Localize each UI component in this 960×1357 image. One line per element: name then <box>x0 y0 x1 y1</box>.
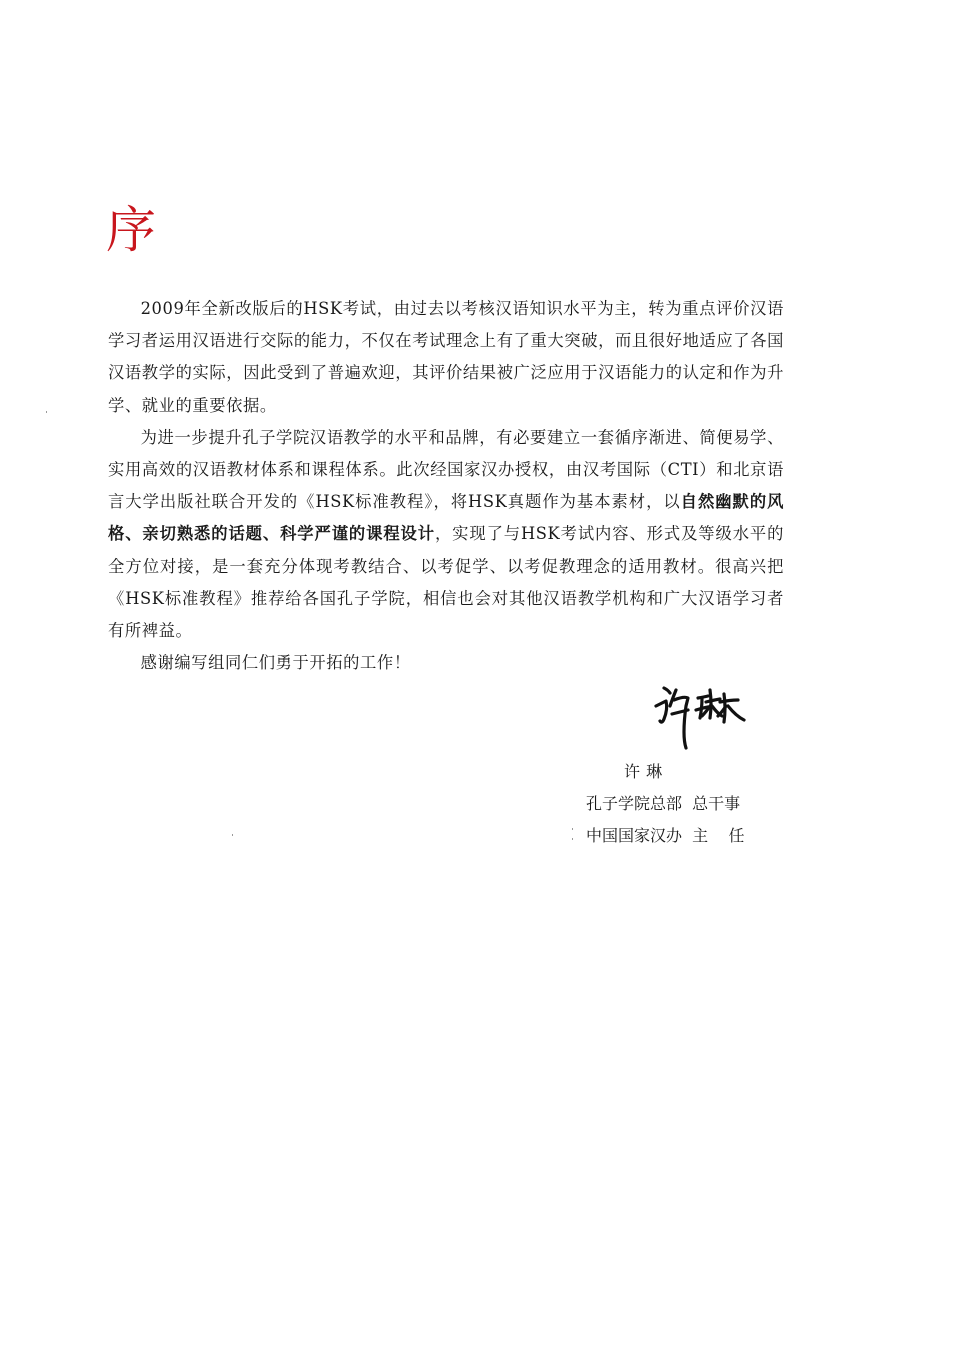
paragraph-2-bold-text: 自然幽默的风格、亲切熟悉的话题、科学严谨的课程设计 <box>108 492 784 544</box>
signer-title-1: 孔子学院总部 总干事 <box>586 794 741 813</box>
handwritten-signature <box>650 676 750 756</box>
preface-heading: 序 <box>106 201 156 259</box>
paragraph-3: 感谢编写组同仁们勇于开拓的工作！ <box>140 653 411 673</box>
scan-speck <box>572 828 573 830</box>
paragraph-1: 2009年全新改版后的HSK考试，由过去以考核汉语知识水平为主，转为重点评价汉语学习者运用汉语进行交际的能力，不仅在考试理念上有了重大突破，而且很好地适应了各国汉语教学的实际，因此受到了普遍欢迎，其评价结果被广泛应用于汉语能力的认定和作为升学、就业的重要依据。 <box>108 299 784 415</box>
scan-speck <box>232 834 233 836</box>
signer-name: 许 琳 <box>624 762 663 781</box>
paragraph-2-text-a: 为进一步提升孔子学院汉语教学的水平和品牌，有必要建立一套循序渐进、简便易学、实用高效的汉语教材体系和课程体系。此次经国家汉办授权，由汉考国际（CTI）和北京语言大学出版社联合开发的《HSK标准教程》，将HSK真题作为基本素材，以 <box>108 427 784 512</box>
signer-title-2: 中国国家汉办 主 任 <box>586 826 745 845</box>
paragraph-2 <box>108 422 784 647</box>
scan-speck <box>572 838 573 840</box>
preface-body <box>108 293 784 679</box>
paragraph-2-text-b: ，实现了与HSK考试内容、形式及等级水平的全方位对接，是一套充分体现考教结合、以考促学、以考促教理念的适用教材。很高兴把《HSK标准教程》推荐给各国孔子学院，相信也会对其他汉语教学机构和广大汉语学习者有所裨益。 <box>108 524 785 641</box>
scan-speck <box>46 411 47 413</box>
